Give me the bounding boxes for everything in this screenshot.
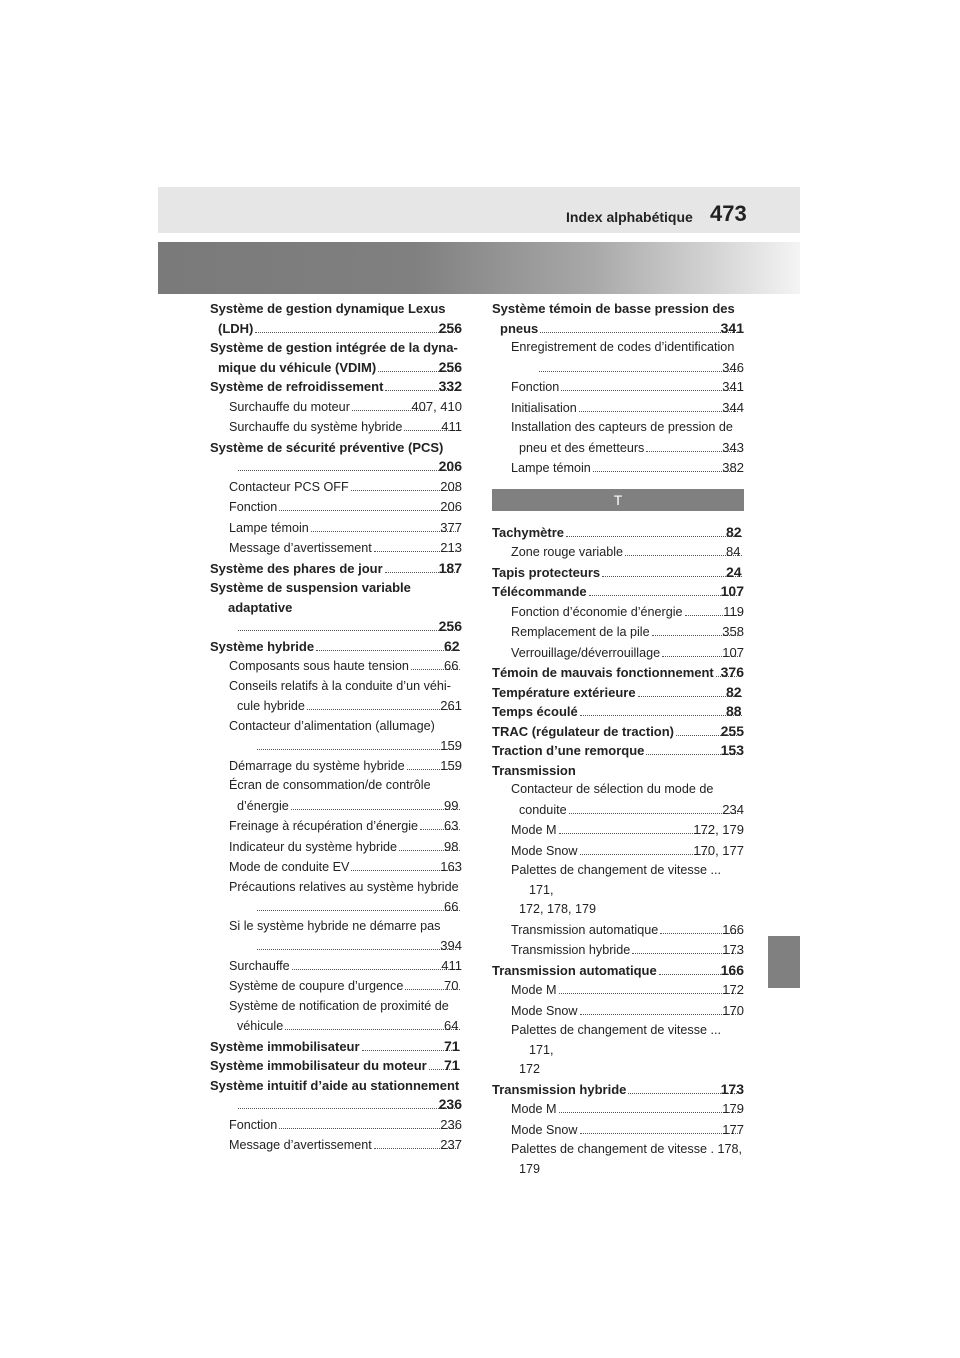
index-column-left xyxy=(210,299,462,1156)
index-subentry: Composants sous haute tension 66 xyxy=(210,656,462,677)
entry-text: Fonction d’économie d’énergie xyxy=(511,604,683,619)
page-ref: 394 xyxy=(440,938,462,953)
entry-text: conduite xyxy=(519,802,567,817)
entry-text: Zone rouge variable xyxy=(511,545,624,559)
dot-leader xyxy=(580,1014,739,1015)
page-ref: 179 xyxy=(722,1101,744,1116)
page-ref: 376 xyxy=(720,664,744,680)
index-subentry xyxy=(210,917,462,956)
dot-leader xyxy=(257,910,460,911)
entry-text-line: Système de gestion dynamique Lexus xyxy=(210,301,446,316)
entry-text: mique du véhicule (VDIM) xyxy=(218,359,377,375)
entry-text: Initialisation xyxy=(511,400,577,415)
entry-text: Lampe témoin xyxy=(511,461,591,475)
dot-leader xyxy=(580,715,742,716)
dot-leader xyxy=(316,650,460,651)
entry-text: Transmission automatique xyxy=(511,922,659,937)
page-ref: 170, 177 xyxy=(693,842,744,858)
entry-text: Tapis protecteurs xyxy=(492,564,601,580)
page-header xyxy=(158,187,800,233)
entry-text: Fonction xyxy=(511,380,560,394)
index-subentry xyxy=(210,518,462,539)
index-subentry xyxy=(492,1001,744,1022)
entry-text: Indicateur du système hybride xyxy=(229,839,398,854)
page-ref: 346 xyxy=(722,359,744,375)
page-ref: 166 xyxy=(722,921,744,937)
entry-text: Transmission hybride xyxy=(511,943,631,957)
dot-leader xyxy=(311,531,456,532)
index-subentry xyxy=(492,920,744,941)
page-ref: 236 xyxy=(440,1116,462,1132)
page-ref: 358 xyxy=(722,624,744,639)
index-subentry: Système de notification de proximité de véhicule 64 xyxy=(210,997,462,1037)
page-ref: 236 xyxy=(438,1096,462,1112)
index-entry xyxy=(210,1076,462,1115)
dot-leader xyxy=(238,470,455,471)
index-entry: Tachymètre 82 xyxy=(492,523,744,543)
entry-text: Transmission automatique xyxy=(492,962,657,978)
index-subentry xyxy=(492,602,744,623)
index-subentry xyxy=(210,717,462,756)
entry-text: Mode Snow xyxy=(511,1122,578,1137)
index-subentry xyxy=(210,1115,462,1136)
entry-text-line: 172 xyxy=(519,1062,541,1076)
index-subentry: Indicateur du système hybride 98 xyxy=(210,837,462,858)
entry-text: Mode M xyxy=(511,983,557,997)
page-ref: 159 xyxy=(440,757,462,773)
dot-leader xyxy=(589,595,737,596)
chapter-thumb-tab xyxy=(768,936,800,988)
index-subentry xyxy=(210,397,462,418)
page-ref: 206 xyxy=(438,458,462,474)
entry-text: Remplacement de la pile xyxy=(511,625,650,639)
entry-text-line: Système témoin de basse pression des xyxy=(492,301,735,316)
index-entry: Tapis protecteurs 24 xyxy=(492,563,744,583)
index-subentry xyxy=(492,398,744,419)
entry-text-line: Conseils relatifs à la conduite d’un véhi- xyxy=(229,678,451,693)
index-entry xyxy=(210,559,462,579)
entry-text-line: Contacteur de sélection du mode de xyxy=(511,782,714,796)
entry-text: Surchauffe du système hybride xyxy=(229,420,403,434)
page-ref: 256 xyxy=(438,618,462,634)
page-ref: 107 xyxy=(720,583,744,599)
index-entry xyxy=(492,741,744,761)
entry-text: d’énergie xyxy=(237,798,289,813)
page-ref: 261 xyxy=(440,698,462,713)
entry-text: Surchauffe du moteur xyxy=(229,399,350,414)
index-entry: Système immobilisateur du moteur 71 xyxy=(210,1056,462,1076)
entry-text: Température extérieure xyxy=(492,684,636,700)
entry-text-line: Précautions relatives au système hybride xyxy=(229,879,459,894)
index-entry xyxy=(492,961,744,981)
entry-text: Mode M xyxy=(511,1102,557,1116)
index-subentry xyxy=(210,497,462,518)
dot-leader xyxy=(292,969,458,970)
dot-leader xyxy=(602,576,742,577)
page-ref: 119 xyxy=(723,603,744,619)
page-ref: 344 xyxy=(722,399,744,415)
index-entry xyxy=(492,582,744,602)
page-ref: 377 xyxy=(440,519,462,535)
page-number: 473 xyxy=(710,201,747,226)
page-ref: 187 xyxy=(438,559,462,576)
dot-leader xyxy=(540,332,736,333)
entry-text: cule hybride xyxy=(237,699,305,713)
page-ref: 107 xyxy=(722,644,744,660)
entry-text: (LDH) xyxy=(218,320,254,336)
entry-text: Traction d’une remorque xyxy=(492,743,645,758)
index-subentry xyxy=(210,857,462,878)
page-ref: 411 xyxy=(441,957,462,973)
index-entry: Température extérieure 82 xyxy=(492,683,744,703)
entry-text-line: Contacteur d’alimentation (allumage) xyxy=(229,718,435,733)
entry-text: Composants sous haute tension xyxy=(229,659,409,673)
page-ref: 177 xyxy=(722,1121,744,1137)
dot-leader xyxy=(566,536,742,537)
dot-leader xyxy=(539,371,738,372)
index-entry xyxy=(210,338,462,377)
page-title: Index alphabétique xyxy=(566,209,693,225)
index-subentry xyxy=(210,1135,462,1156)
index-column-right xyxy=(492,299,744,1179)
entry-text: Lampe témoin xyxy=(229,520,309,535)
dot-leader xyxy=(559,1112,739,1113)
entry-text: Mode M xyxy=(511,823,557,837)
index-subentry: Écran de consommation/de contrôle d’énergie 99 xyxy=(210,776,462,816)
entry-text: Mode de conduite EV xyxy=(229,860,350,874)
entry-text: Témoin de mauvais fonctionnement xyxy=(492,665,714,680)
page-ref: 234 xyxy=(722,801,744,817)
entry-text-line: 179 xyxy=(519,1161,541,1176)
entry-text: Système des phares de jour xyxy=(210,560,383,576)
dot-leader xyxy=(569,813,739,814)
index-group-right-bottom xyxy=(492,523,744,1180)
index-subentry: Système de coupure d’urgence 70 xyxy=(210,976,462,997)
entry-text: Mode Snow xyxy=(511,1003,578,1018)
page-ref: 163 xyxy=(440,859,462,874)
entry-text-line: Palettes de changement de vitesse ... 171, xyxy=(511,1023,722,1057)
entry-text: Télécommande xyxy=(492,584,587,599)
index-entry: Système hybride 62 xyxy=(210,637,462,657)
section-letter-bar: T xyxy=(492,489,744,511)
entry-text-line: Système de gestion intégrée de la dyna- xyxy=(210,340,458,355)
entry-text: Système de refroidissement xyxy=(210,379,384,394)
dot-leader xyxy=(285,1029,460,1030)
dot-leader xyxy=(238,1108,455,1109)
index-subentry xyxy=(210,538,462,559)
page-ref: 173 xyxy=(722,942,744,957)
entry-text: Verrouillage/déverrouillage xyxy=(511,645,661,660)
entry-text-line: Enregistrement de codes d’identification xyxy=(511,340,735,354)
entry-text-line: Système intuitif d’aide au stationnement xyxy=(210,1077,460,1093)
index-subentry xyxy=(492,377,744,398)
entry-text: pneus xyxy=(500,320,539,336)
page-ref: 407, 410 xyxy=(411,398,462,414)
dot-leader xyxy=(580,854,710,855)
page-ref: 411 xyxy=(441,419,462,434)
page-ref: 343 xyxy=(722,439,744,455)
entry-text: Système de coupure d’urgence xyxy=(229,979,404,993)
dot-leader xyxy=(307,709,456,710)
index-subentry: Zone rouge variable 84 xyxy=(492,542,744,563)
entry-text: Système hybride xyxy=(210,638,315,654)
entry-text: Message d’avertissement xyxy=(229,1138,372,1152)
entry-text: Message d’avertissement xyxy=(229,541,372,555)
page-ref: 166 xyxy=(720,961,744,978)
index-subentry xyxy=(210,677,462,717)
dot-leader xyxy=(559,833,710,834)
entry-text-line: Palettes de changement de vitesse . 178, xyxy=(511,1142,743,1156)
page-ref: 173 xyxy=(720,1080,744,1097)
index-subentry xyxy=(210,956,462,977)
page-ref: 213 xyxy=(440,540,462,555)
entry-text: Transmission xyxy=(492,762,576,778)
entry-text-line: Écran de consommation/de contrôle xyxy=(229,778,431,792)
index-subentry xyxy=(492,1120,744,1141)
index-entry xyxy=(210,377,462,397)
entry-text-line: Palettes de changement de vitesse ... 171, xyxy=(511,863,722,897)
entry-text-line: Système de suspension variable adaptative xyxy=(210,580,411,615)
page-ref: 256 xyxy=(438,358,462,375)
dot-leader xyxy=(579,411,738,412)
page-ref: 170 xyxy=(722,1002,744,1018)
index-subentry xyxy=(492,820,744,841)
index-subentry xyxy=(492,458,744,479)
index-entry: Temps écoulé 88 xyxy=(492,702,744,722)
entry-text-line: Installation des capteurs de pression de xyxy=(511,420,733,434)
index-subentry xyxy=(492,1140,744,1179)
entry-text: Fonction xyxy=(229,500,278,514)
entry-text-line: Si le système hybride ne démarre pas xyxy=(229,918,441,933)
entry-text: Surchauffe xyxy=(229,958,290,973)
index-subentry xyxy=(492,940,744,961)
entry-text: Freinage à récupération d’énergie xyxy=(229,819,419,833)
entry-text: Transmission hybride xyxy=(492,1081,627,1097)
index-entry xyxy=(492,761,744,781)
page-ref: 237 xyxy=(440,1137,462,1152)
page-ref: 341 xyxy=(720,319,744,336)
index-entry: Système immobilisateur 71 xyxy=(210,1037,462,1057)
index-subentry xyxy=(492,980,744,1001)
entry-text: Système immobilisateur xyxy=(210,1038,360,1054)
index-subentry: Précautions relatives au système hybride 66 xyxy=(210,878,462,917)
page-ref: 382 xyxy=(722,460,744,475)
entry-text-line: Système de sécurité préventive (PCS) xyxy=(210,439,444,455)
index-entry xyxy=(492,299,744,338)
entry-text: Démarrage du système hybride xyxy=(229,758,405,773)
index-subentry xyxy=(492,780,744,820)
dot-leader xyxy=(255,332,454,333)
page-ref: 341 xyxy=(722,379,744,394)
entry-text: pneu et des émetteurs xyxy=(519,440,645,455)
index-entry xyxy=(492,663,744,683)
page-ref: 172 xyxy=(722,982,744,997)
entry-text: Fonction xyxy=(229,1117,278,1132)
index-subentry xyxy=(492,418,744,458)
index-entry xyxy=(492,722,744,742)
entry-text: Tachymètre xyxy=(492,524,565,540)
index-subentry xyxy=(492,622,744,643)
index-subentry xyxy=(210,756,462,777)
index-entry xyxy=(210,438,462,477)
index-entry xyxy=(210,299,462,338)
page-ref: 208 xyxy=(440,478,462,494)
entry-text: TRAC (régulateur de traction) xyxy=(492,723,675,739)
index-subentry xyxy=(210,477,462,498)
dot-leader xyxy=(257,749,456,750)
index-subentry xyxy=(492,1099,744,1120)
header-band xyxy=(158,242,800,294)
index-subentry xyxy=(210,417,462,438)
entry-text: Système immobilisateur du moteur xyxy=(210,1058,427,1073)
page-ref: 332 xyxy=(438,378,462,394)
dot-leader xyxy=(625,555,742,556)
index-subentry xyxy=(492,841,744,862)
page-ref: 255 xyxy=(720,722,744,739)
entry-text: Mode Snow xyxy=(511,843,578,858)
page-ref: 172, 179 xyxy=(693,822,744,837)
index-entry xyxy=(210,578,462,637)
page-ref: 256 xyxy=(438,319,462,336)
entry-text-line: Système de notification de proximité de xyxy=(229,998,449,1013)
page-ref: 206 xyxy=(440,499,462,514)
dot-leader xyxy=(561,390,738,391)
dot-leader xyxy=(279,510,456,511)
index-subentry xyxy=(492,643,744,664)
entry-text: véhicule xyxy=(237,1019,284,1033)
entry-text: Contacteur PCS OFF xyxy=(229,479,349,494)
entry-text-line: 172, 178, 179 xyxy=(519,902,597,916)
index-entry xyxy=(492,1080,744,1100)
index-subentry xyxy=(492,861,744,920)
dot-leader xyxy=(238,630,455,631)
index-subentry xyxy=(492,1021,744,1080)
dot-leader xyxy=(257,949,456,950)
index-group-right-top xyxy=(492,299,744,479)
entry-text: Temps écoulé xyxy=(492,704,578,719)
dot-leader xyxy=(279,1128,456,1129)
dot-leader xyxy=(580,1133,739,1134)
page-ref: 159 xyxy=(440,738,462,753)
dot-leader xyxy=(559,993,739,994)
dot-leader xyxy=(593,471,738,472)
dot-leader xyxy=(291,809,460,810)
index-subentry xyxy=(492,338,744,377)
index-subentry: Freinage à récupération d’énergie 63 xyxy=(210,816,462,837)
page-ref: 153 xyxy=(720,742,744,758)
